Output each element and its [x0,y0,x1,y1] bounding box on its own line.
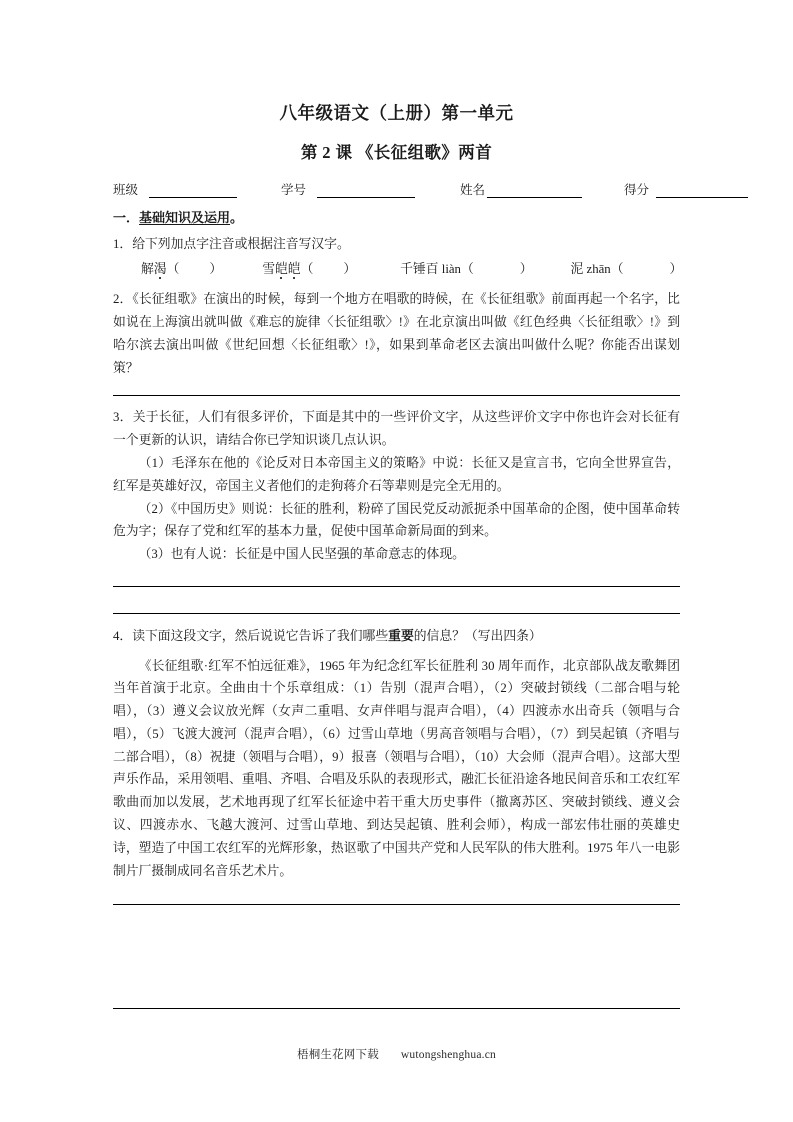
question-4-text-after: 的信息？（写出四条） [413,628,542,643]
section-heading-one [113,209,680,227]
question-3-text: 关于长征，人们有很多评价，下面是其中的一些评价文字，从这些评价文字中你也许会对长征有一个更新的认识，请结合你已学知识谈几点认识。 [113,410,681,448]
q1-item-4[interactable]: 泥 zhān（ ） [570,262,683,277]
question-4-number: 4． [113,628,133,643]
student-name-input-blank[interactable] [487,184,582,198]
question-3-subitem-3: （3）也有人说：长征是中国人民坚强的革命意志的体现。 [138,547,465,562]
score-input-blank[interactable] [656,184,748,198]
class-input-blank[interactable] [149,184,237,198]
question-1-text: 给下列加点字注音或根据注音写汉字。 [132,237,350,252]
footer-site-name: 梧桐生花网下载 [297,1049,379,1061]
section-one-suffix: 。 [230,209,244,225]
answer-line[interactable] [113,613,680,614]
score-label: 得分 [624,182,650,197]
footer-site-url: wutongshenghua.cn [400,1049,496,1061]
question-3-subitem-1: （1）毛泽东在他的《论反对日本帝国主义的策略》中说：长征又是宣言书，它向全世界宣告，红军是英雄好汉，帝国主义者他们的走狗蒋介石等辈则是完全无用的。 [113,456,680,493]
section-one-prefix: 一． [113,209,140,225]
student-info-row [113,183,680,198]
question-1-items [113,257,683,281]
answer-area-question-3[interactable] [113,586,680,614]
answer-line[interactable] [113,904,680,905]
q1-item-2[interactable]: 雪皑皑（ ） [262,262,357,277]
question-1-number: 1． [113,237,133,252]
student-number-label: 学号 [281,182,307,197]
student-number-input-blank[interactable] [317,184,415,198]
section-one-title: 基础知识及运用 [139,209,231,225]
field-student-name[interactable] [460,183,582,198]
answer-line[interactable] [113,586,680,587]
answer-area-question-4[interactable] [113,904,680,905]
field-class[interactable] [113,183,237,198]
question-1 [113,233,680,256]
question-4-emphasis: 重要 [388,628,414,643]
document-content [113,0,683,905]
class-label: 班级 [113,182,139,197]
question-2-number: 2． [113,292,133,307]
question-4-text-before: 读下面这段文字，然后说说它告诉了我们哪些 [132,628,389,643]
question-2-text: 《长征组歌》在演出的时候，每到一个地方在唱歌的時候，在《长征组歌》前面再起一个名字，比如说在上海演出就叫做《难忘的旋律〈长征组歌〉!》在北京演出叫做《红色经典〈长征组歌〉!》到哈尔滨去演出叫做《世纪回想〈长征组歌〉!》，如果到革命老区去演出叫做什么呢？你能否出谋划策？ [113,292,680,375]
q1-item-1[interactable]: 解渴（ ） [141,262,223,277]
question-4-passage: 《长征组歌·红军不怕远征难》，1965 年为纪念红军长征胜利 30 周年而作，北京部队战友歌舞团当年首演于北京。全曲由十个乐章组成：（1）告别（混声合唱），（2）突破封锁线（二部合唱与轮唱），（3）遵义会议放光辉（女声二重唱、女声伴唱与混声合唱），（4）四渡赤水出奇兵（领唱与合唱），（5）飞渡大渡河（混声合唱），（6）过雪山草地（男高音领唱与合唱），（7）到吴起镇（齐唱与二部合唱），（8）祝捷（领唱与合唱），9）报喜（领唱与合唱），（10）大会师（混声合唱）。这部大型声乐作品，采用领唱、重唱、齐唱、合唱及乐队的表现形式，融汇长征沿途各地民间音乐和工农红军歌曲而加以发展，艺术地再现了红军长征途中若干重大历史事件（撤离苏区、突破封锁线、遵义会议、四渡赤水、飞越大渡河、过雪山草地、到达吴起镇、胜利会师），构成一部宏伟壮丽的英雄史诗，塑造了中国工农红军的光辉形象，热讴歌了中国共产党和人民军队的伟大胜利。1975 年八一电影制片厂摄制成同名音乐艺术片。 [113,658,680,878]
question-4 [113,625,680,648]
footer [113,1046,680,1062]
field-student-number[interactable] [281,183,415,198]
page-title: 八年级语文（上册）第一单元 [279,103,514,123]
answer-line[interactable] [113,395,680,396]
field-score[interactable] [624,183,748,198]
lesson-subtitle: 第 2 课 《长征组歌》两首 [300,143,493,162]
footer-divider [113,1008,680,1009]
student-name-label: 姓名 [460,182,486,197]
q1-item-3[interactable]: 千锤百 liàn（ ） [400,262,533,277]
question-3 [113,406,680,452]
answer-area-question-2[interactable] [113,395,680,396]
question-3-subitem-2: （2）《中国历史》则说：长征的胜利，粉碎了国民党反动派扼杀中国革命的企图，使中国革命转危为字；保存了党和红军的基本力量，促使中国革命新局面的到来。 [113,501,680,539]
question-2 [113,288,680,379]
question-3-number: 3． [113,410,133,425]
